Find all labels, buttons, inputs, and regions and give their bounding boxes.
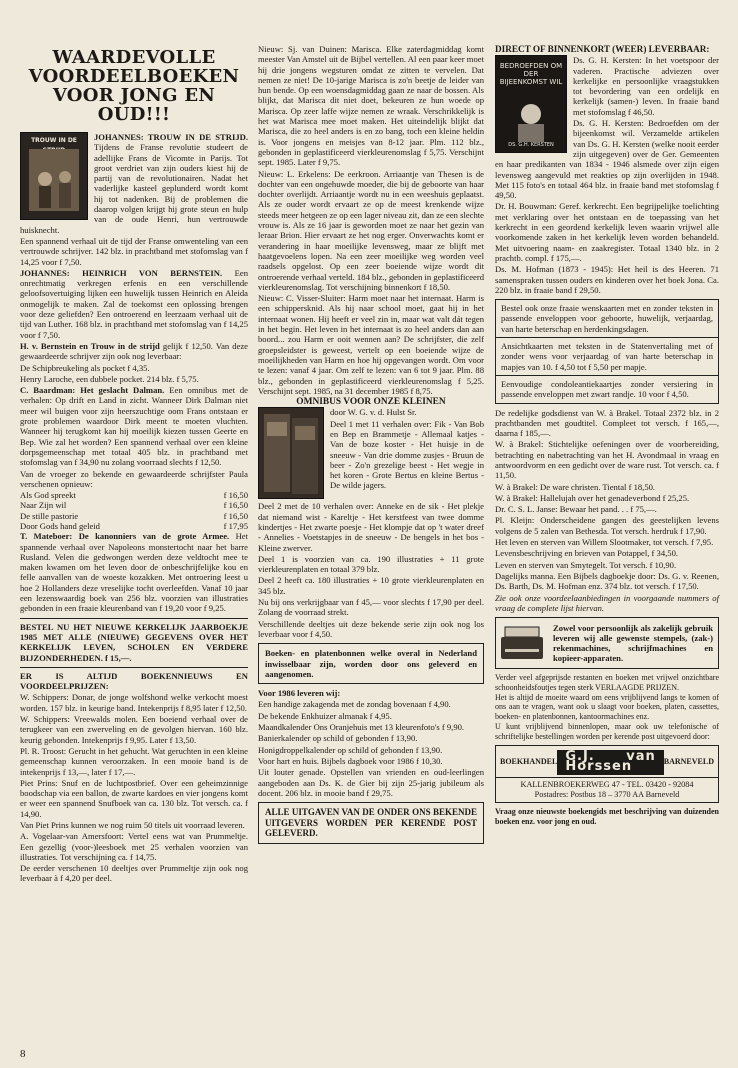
shop-logo: G.J. van Horssen [557, 750, 663, 775]
price-list-item: Door Gods hand geleid f 17,95 [20, 520, 248, 531]
book-title: T. Mateboer: De kanonniers van de grote Armee. [20, 531, 230, 542]
book-desc: Dr. C. S. L. Janse: Bewaar het pand. . . f 75,—. [495, 504, 657, 515]
book-desc: Pl. Kleijn: Onderscheidene gangen des geestelijken levens volgens de 5 zalen van Bethesda. Tot versch. herdruk f 17,90. [495, 515, 719, 536]
book-desc: Uit louter genade. Opstellen van vrienden en oud-leerlingen aangeboden aan Ds. K. de Gier bij zijn 25-jarig jubileum als docent. 206 blz. in mooie band f 29,75. [258, 767, 484, 798]
kantoor-box [495, 617, 719, 669]
book-desc: Nieuw: C. Visser-Sluiter: Harm moet naar het internaat. Harm is een schippersknid. Als hij naar school moet, gaat hij in het internaat wonen. Hij heeft er veel zin in, maar wat valt dát tegen in het begin. Het leven in het internaat is zo heel anders dan aan boord... zou Harm er ooit wennen aan? De schrijfster, die zelf groepsleidster is geweest, vertelt op een boeiende wijze de moeilijkheden van Harm en hoe hij opgevangen wordt. Om voor te lezen: vanaf 4 jaar. Om zelf te lezen: van 6 tot 9 jaar. Plm. 88 blz., gebonden in geplastificeerd vierkleurenomslag f 5,25. Verschijnt sept. 1985, na 31 december 1985 f 8,75. [258, 293, 484, 396]
section-heading: ER IS ALTIJD BOEKENNIEUWS EN VOORDEELPRIJZEN: [20, 670, 248, 692]
page-number: 8 [20, 1048, 26, 1060]
shop-address-line: KALLENBROEKERWEG 47 - TEL. 03420 - 92084 [520, 779, 694, 789]
book-desc: Ds. G. H. Kersten: In het voetspoor der vaderen. Practische adviezen over kerkelijke en persoonlijke vraagstukken tot bevordering van een ordelijk en kerkelijk (samen-) leven. In fraaie band met stofomslag f 46,50. [573, 55, 719, 117]
typewriter-icon [499, 621, 545, 665]
book-desc: Deel 2 heeft ca. 180 illustraties + 10 grote vierkleurenplaten en 345 blz. [258, 575, 484, 596]
book-desc: W. à Brakel: De ware christen. Tiental f 18,50. [495, 481, 656, 492]
shop-note: U kunt vrijblijvend binnenlopen, maar ook uw telefonische of schriftelijke bestellingen worden per kerende post uitgevoerd door: [495, 722, 719, 741]
book-desc: Nieuw: L. Erkelens: De eerkroon. Arriaantje van Thesen is de dochter van een ongehuwde moeder, die bij de geboorte van haar dochter overlijdt. Arriaantje wordt nu in een weeshuis geplaatst. Als ze ouder wordt ervaart ze op de meest krenkende wijze steeds meer hetgeen ze op een lager niveau zit, dan ze een slechte vrouw is. Als ze 16 jaar is geworden moet ze naar het gezin van leraar Brion. Hier ervaart ze het nog erger. Onverwachts komt er verandering in haar moeilijke levensweg, maar ze blijft met haatgevoelens lopen. Na een zeer moeilijke weg worden veel raadsels opgelost. Op een zeer boeiende wijze wordt dit ontroerende verhaal verteld. 184 blz., gebonden in geplastificeerd vierkleurenomslag. Tot verschijning binnenkort f 18,50. [258, 168, 484, 292]
book-desc: W. à Brakel: Hallelujah over het genadeverbond f 25,25. [495, 492, 690, 503]
column-right [495, 44, 719, 827]
box-text: Eenvoudige condoleantiekaartjes zonder versiering in passende enveloppen met zwart randje. 10 voor f 4,50. [496, 375, 718, 403]
book-desc: Het leven en sterven van Willem Slootmaker, tot versch. f 7,95. [495, 537, 714, 548]
book-desc: Een spannend verhaal uit de tijd der Franse omwenteling van een vertrouwde schrijver. 142 blz. in prachtband met stofomslag van f 14,25 voor f 7,50. [20, 235, 248, 267]
book-desc: Maandkalender Ons Oranjehuis met 13 kleurenfoto's f 9,90. [258, 722, 465, 733]
book-desc: Banierkalender op schild of gebonden f 13,90. [258, 733, 418, 744]
book-desc: Voor hart en huis. Bijbels dagboek voor 1986 f 10,30. [258, 755, 443, 766]
italic-note: Zie ook onze voordeelaanbiedingen in voorgaande nummers of vraag de complete lijst hiervan. [495, 592, 719, 613]
book-desc: Van Piet Prins kunnen we nog ruim 50 titels uit voorraad leveren. [20, 820, 245, 830]
book-title: C. Baardman: Het geslacht Dalman. [20, 385, 165, 396]
omnibus-illustration [259, 408, 323, 498]
uitgevers-notice-box: ALLE UITGAVEN VAN DE ONDER ONS BEKENDE UITGEVERS WORDEN PER KERENDE POST GELEVERD. [258, 802, 484, 844]
book-desc: Henry Laroche, een dubbele pocket. 214 blz. f 5,75. [20, 373, 199, 384]
book-desc: Levensbeschrijving en brieven van Potappel, f 34,50. [495, 548, 679, 559]
book-desc: Het spannende verhaal over Napoleons monstertocht naar het barre Rusland. Velen die gedwongen werden deze veldtocht mee te maken kwamen om het leven door de onbeschrijfelijke kou en felle aanvallen van de woeste kozakken. Met ontroering leest u hoe 2 Hollanders deze vreselijke tocht overleefden. Vanaf 10 jaar een lezenswaardig boek van 256 blz. voorzien van illustraties gebonden in een fraaie kleurenband van f 19,20 voor f 9,25. [20, 531, 248, 614]
section-heading: DIRECT OF BINNENKORT (WEER) LEVERBAAR: [495, 44, 710, 54]
column-left [20, 44, 248, 885]
shop-address [496, 777, 718, 803]
shop-note: Het is altijd de moeite waard om eens vrijblijvend langs te komen of ons aan te vragen, want ook u slaagt voor boeken, platen, cassettes, boeken- en platenbonnen, kantoormachines enz. [495, 692, 719, 721]
price-list-item: Als God spreekt f 16,50 [20, 490, 248, 501]
book-desc: Nieuw: Sj. van Duinen: Marisca. Elke zaterdagmiddag komt meester Van Amstel uit de Bijbel vertellen. Al een paar keer moet hij drie jongens wegsturen omdat ze zitten te vervelen. Dat nemen ze niet! De 10-jarige Marisca is zo'n beetje de leider van hun bende. Op een woensdagmiddag gaan ze naar de bossen. Als blijkt, dat Marisca dit niet doet, bekeuren ze hun woede op Marisca. Op zeer laffe wijze nemen ze wraak. Verschrikkelijk is het wat Marisca mee moet maken. Het uiteindelijk blijkt dat Marisca, die zo heel anders is en zo bang, toch een kleine heldin is. Voor jongens en meisjes van 8-12 jaar. Plm. 112 blz., gebonden in geplastificeerd vierkleurenomslag f 5,75. Verschijnt sept. 1985. Later f 9,75. [258, 44, 484, 168]
book-desc: De bekende Enkhuizer almanak f 4,95. [258, 710, 392, 721]
book-desc: Een omnibus met de verhalen: Op drift en Land in zicht. Wanneer Dirk Dalman niet meer wil buigen voor zijn heerszuchtige oom Frans ontstaan er grote problemen waardoor Dirk meent te moeten vluchten. Wanneer hij terugkomt kan hij moeilijk kiezen tussen Geerte en Bep. Wie zal het worden? Een spannend verhaal over een kleine dorpsgemeenschap met totaal 405 blz. in prachtband met stofomslag van f 34,90 nu zolang voorraad slechts f 12,50. [20, 385, 248, 468]
box-text: Bestel ook onze fraaie wenskaarten met en zonder teksten in passende enveloppen voor geboorte, huwelijk, verjaardag, van harte beterschap en herdenkingsdagen. [501, 303, 713, 334]
price-list-item: De stille pastorie f 16,50 [20, 510, 248, 521]
cover-title: BEDROEFDEN OM DER BIJEENKOMST WIL [499, 62, 563, 87]
book-desc: Ds. M. Hofman (1873 - 1945): Het heil is des Heeren. 71 samenspraken tussen ouders en kinderen over het boek Jona. Ca. 220 blz. in fraaie band f 29,50. [495, 264, 719, 295]
column-middle [258, 44, 484, 848]
book-desc: De redelijke godsdienst van W. à Brakel. Totaal 2372 blz. in 2 prachtbanden met goudtitel. Compleet tot versch. f 165,—, daarna f 185,—. [495, 407, 719, 439]
book-desc: Dagelijks manna. Een Bijbels dagboekje door: Ds. G. v. Reenen, Ds. Barth, Ds. M. Hofman enz. 374 blz. tot versch. f 17,50. [495, 570, 719, 592]
book-desc: De eerder verschenen 10 deeltjes over Prummeltje zijn ook nog leverbaar à f 4,20 per deel. [20, 863, 248, 884]
book-desc: Een handige zakagenda met de zondag bovenaan f 4,90. [258, 699, 451, 710]
book-desc: W. à Brakel: Stichtelijke oefeningen over de voorbereiding, betrachting en nabetrachting van het H. Avondmaal in vraag en antwoordvorm en een gedicht over de ware rust. Tot versch. ca. f 11,50. [495, 439, 719, 481]
bonnen-notice-box: Boeken- en platenbonnen welke overal in Nederland inwisselbaar zijn, worden door ons geleverd en aangenomen. [258, 643, 484, 684]
book-desc: W. Schippers: Donar, de jonge wolfshond welke verkocht moest worden. 157 blz. in keurige band. Intekenprijs f 8,95 later f 12,50. [20, 692, 248, 713]
book-desc: Deel 2 met de 10 verhalen over: Anneke en de sik - Het plekje dat niemand wist - Kareltje - Het kerstfeest van twee domme kindertjes - Het zwarte poesje - Het klompje dat op 't water dreef - Annelies - Voetstapjes in de sneeuw - De bengels in het bos - Kleine zwerver. [258, 501, 484, 553]
book-desc: Tijdens de Franse revolutie studeert de adellijke Frans de Vicomte in Parijs. Tot groot verdriet van zijn ouders kiest hij de partij van de revolutionairen. Nadat het vaderlijke kasteel geplunderd wordt komt hij tot nadenken. Bij de problemen die daarop volgen krijgt hij grote steun en hulp van de oude Henri, hun vertrouwde huisknecht. [20, 142, 248, 235]
cover-illustration [21, 133, 87, 219]
price-list [20, 490, 248, 531]
page-title: WAARDEVOLLE VOORDEELBOEKEN VOOR JONG EN OUD!!! [28, 47, 240, 125]
divider [20, 618, 248, 619]
book-desc: Deel 1 is voorzien van ca. 190 illustraties + 11 grote vierkleurenplaten en totaal 379 blz. [258, 553, 484, 575]
book-desc: Deel 1 met 11 verhalen over: Fik - Van Bob en Bep en Brammetje - Allemaal katjes - Van de boze koster - Het huisje in de sneeuw - Van drie domme zusjes - Bruun de beer - Zo'n grezelige beest - Het wegje in het koren - Grote Bertus en kleine Bertus - De wilde jagers. [330, 418, 484, 491]
book-desc: A. Vogelaar-van Amersfoort: Vertel eens wat van Prummeltje. Een gezellig (voor-)leesboek met 25 verhalen voorzien van illustraties. Tot verschijning ca. f 14,75. [20, 831, 248, 862]
book-desc: Een onrechtmatig verkregen erfenis en een verschillende geloofsovertuiging lijken een huwelijk tussen Heinrich en Aleida onmogelijk te maken. Zal de toekomst een oplossing brengen voor deze geliefden? Een ontroerend en leerzaam verhaal uit de tijd van Luther. 168 blz. in prachtband met stofomslag van f 14,25 voor f 7,50. [20, 267, 248, 340]
book-title: H. v. Bernstein en Trouw in de strijd [20, 340, 160, 351]
book-desc: Piet Prins: Snuf en de luchtpostbrief. Over een geheimzinnige boodschap via een ballon, de zwarte kardoes en vier jongens komt er weer een spannend Snufboek van ca. 130 blz. Tot versch. ca. f 14,90. [20, 777, 248, 819]
omnibus-cover-image [258, 407, 324, 499]
book-desc: gelijk f 12,50. Van deze gewaardeerde schrijver zijn ook nog leverbaar: [20, 340, 248, 362]
book-desc: W. Schippers: Vreewalds molen. Een boeiend verhaal over de terugkeer van een zwerveling en de gevolgen hiervan. 160 blz. keurig gebonden. Intekenprijs f 9,95. Later f 13,50. [20, 714, 248, 745]
cover-text: TROUW IN DE [31, 137, 77, 144]
price-list-item: Naar Zijn wil f 16,50 [20, 500, 248, 511]
jaarboekje-notice: BESTEL NU HET NIEUWE KERKELIJK JAARBOEKJE 1985 MET ALLE (NIEUWE) GEGEVENS OVER HET KERKELIJK LEVEN, SCHOLEN EN VERDERE BIJZONDERHEDEN. f 15,—. [20, 621, 248, 663]
book-desc: Leven en sterven van Smytegelt. Tot versch. f 10,90. [495, 559, 677, 570]
book-title: JOHANNES: HEINRICH VON BERNSTEIN. [20, 267, 223, 278]
book-desc: Nu bij ons verkrijgbaar van f 45,— voor slechts f 17,90 per deel. Zolang de voorraad strekt. [258, 597, 484, 618]
box-text: Ansichtkaarten met teksten in de Statenvertaling met of zonder wens voor verjaardag of van harte beterschap in mapjes van 10. f 4,50 tot f 5,50 per mapje. [496, 337, 718, 375]
book-desc: Honigdroppelkalender op schild of gebonden f 13,90. [258, 744, 443, 755]
cover-author: DS. G.H. KERSTEN [508, 142, 554, 148]
shop-address-line: Postadres: Postbus 18 – 3770 AA Barneveld [534, 789, 680, 799]
wenskaarten-box [495, 299, 719, 403]
box-text: Zowel voor persoonlijk als zakelijk gebruik leveren wij alle gewenste stempels, (zak-) rekenmachines, schrijfmachines en kopieer-apparaten. [553, 622, 713, 664]
book-cover-kersten-image [495, 55, 567, 153]
shop-box [495, 745, 719, 803]
book-desc: Ds. G. H. Kersten: Bedroefden om der bijeenkomst wil. Verzamelde artikelen van Ds. G. H. Kersten (welke nooit eerder zijn uitgegeven) over de Ger. Gemeenten en haar predikanten van 1834 - 1946 alsmede over zijn eigen levensweg aangevuld met reakties op zijn overlijden in 1948. Met 115 foto's en totaal 464 blz. in fraaie band met stofomslag f 49,50. [495, 118, 719, 201]
shop-header [496, 746, 718, 777]
book-desc: Verschillende deeltjes uit deze bekende serie zijn ook nog los leverbaar voor f 4,50. [258, 618, 484, 639]
section-heading: OMNIBUS VOOR ONZE KLEINEN [296, 397, 446, 408]
shop-label: BOEKHANDEL [500, 757, 558, 767]
book-cover-trouw-image [20, 132, 88, 220]
book-desc: Van de vroeger zo bekende en gewaardeerde schrijfster Paula verschenen opnieuw: [20, 468, 248, 489]
book-desc: De Schipbreukeling als pocket f 4,35. [20, 362, 150, 373]
book-desc: Dr. H. Bouwman: Geref. kerkrecht. Een begrijpelijke toelichting met verklaring over het ontstaan en de toepassing van het kerkrecht in een geordend kerkelijk leven waarin vrijwel alle voorkomende zaken in het kerkelijk leven worden behandeld. Met uitvoering naam- en zaakregister. Totaal 1340 blz. in 2 prachtb. compl. f 175,—. [495, 201, 719, 263]
divider [20, 667, 248, 668]
book-desc: Pl. R. Troost: Gerucht in het gehucht. Wat geruchten in een kleine gemeenschap kunnen veroorzaken. In een mooie band is de intekenprijs f 13,—, later f 17,—. [20, 745, 248, 777]
section-heading: Voor 1986 leveren wij: [258, 688, 341, 699]
shop-note: Verder veel afgeprijsde restanten en boeken met vrijwel onzichtbare schoonheidsfoutjes tegen sterk VERLAAGDE PRIJZEN. [495, 673, 719, 692]
book-author: door W. G. v. d. Hulst Sr. [330, 407, 417, 418]
portrait-illustration [496, 56, 566, 152]
shop-city: BARNEVELD [663, 757, 714, 767]
book-title: JOHANNES: TROUW IN DE STRIJD. [94, 132, 248, 142]
footer-note: Vraag onze nieuwste boekengids met beschrijving van duizenden boeken enz. voor jong en oud. [495, 807, 719, 826]
